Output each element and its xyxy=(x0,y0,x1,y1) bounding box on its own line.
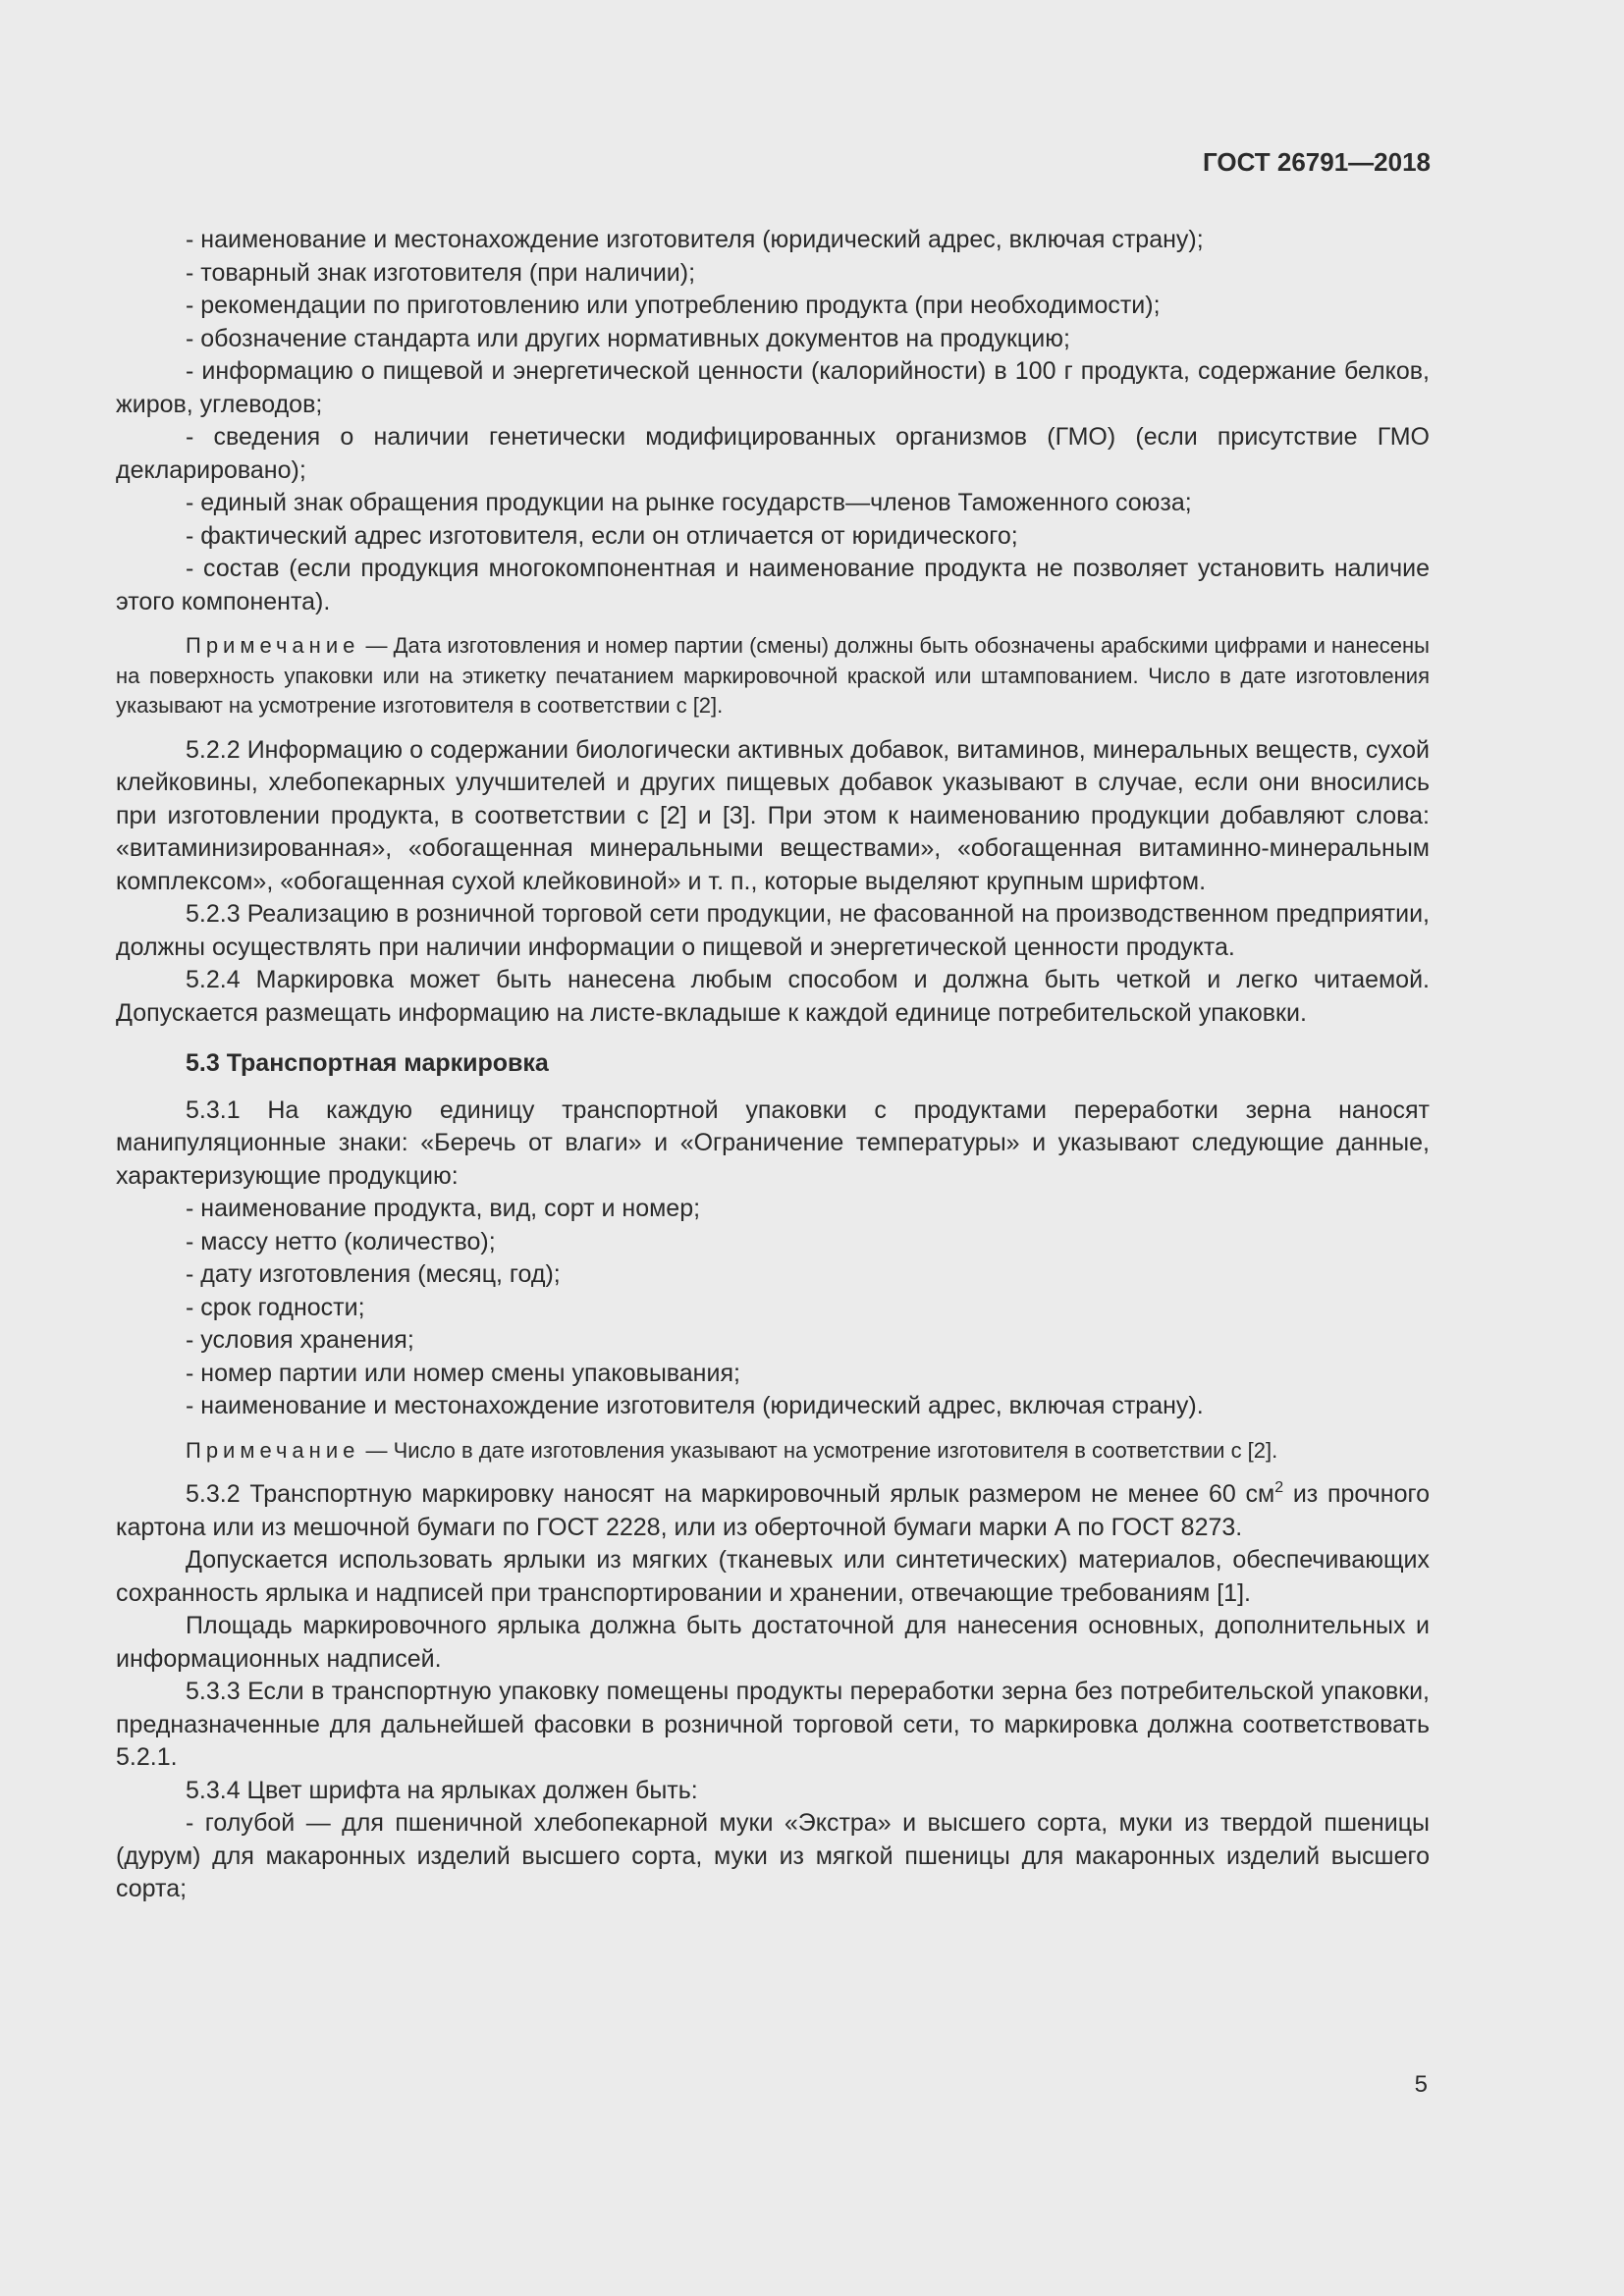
list-item: - обозначение стандарта или других нормативных документов на продукцию; xyxy=(186,324,1070,352)
page-number: 5 xyxy=(1414,2071,1428,2098)
list-item: - срок годности; xyxy=(186,1293,365,1321)
list-item: - товарный знак изготовителя (при наличии); xyxy=(186,258,696,287)
document-number: ГОСТ 26791—2018 xyxy=(1203,147,1431,177)
page-body xyxy=(116,224,1430,1906)
list-item: - информацию о пищевой и энергетической ценности (калорийности) в 100 г продукта, содержание белков, жиров, углеводов; xyxy=(116,357,1430,418)
list-item: - фактический адрес изготовителя, если он отличается от юридического; xyxy=(186,521,1018,550)
note-label: Примечание xyxy=(186,633,360,658)
note xyxy=(116,631,1430,721)
list-item: - дату изготовления (месяц, год); xyxy=(186,1260,561,1288)
note xyxy=(116,1436,1430,1467)
paragraph-5-3-4: 5.3.4 Цвет шрифта на ярлыках должен быть: xyxy=(186,1776,698,1804)
note-text: — Дата изготовления и номер партии (смены) должны быть обозначены арабскими цифрами и нанесены на поверхность упаковки или на этикетку печатанием маркировочной краской или штампованием. Число в дате изготовления указывают на усмотрение изготовителя в соответствии с [2]. xyxy=(116,633,1430,718)
list-item: - состав (если продукция многокомпонентная и наименование продукта не позволяет установить наличие этого компонента). xyxy=(116,555,1430,615)
list-item: - условия хранения; xyxy=(186,1326,414,1354)
paragraph-text: из прочного картона или из мешочной бумаги по ГОСТ 2228, или из оберточной бумаги марки А по ГОСТ 8273. xyxy=(116,1480,1430,1541)
superscript: 2 xyxy=(1274,1479,1284,1496)
note-text: — Число в дате изготовления указывают на усмотрение изготовителя в соответствии с [2]. xyxy=(365,1437,1278,1463)
paragraph-5-2-4: 5.2.4 Маркировка может быть нанесена любым способом и должна быть четкой и легко читаемой. Допускается размещать информацию на листе-вкладыше к каждой единице потребительской упаковки. xyxy=(116,966,1430,1027)
list-item: - наименование и местонахождение изготовителя (юридический адрес, включая страну). xyxy=(186,1392,1204,1419)
list-item: - наименование и местонахождение изготовителя (юридический адрес, включая страну); xyxy=(186,226,1204,253)
paragraph: Допускается использовать ярлыки из мягких (тканевых или синтетических) материалов, обеспечивающих сохранность ярлыка и надписей при транспортировании и хранении, отвечающие требованиям [1]. xyxy=(116,1546,1430,1607)
paragraph-5-3-2 xyxy=(116,1478,1430,1544)
paragraph-5-2-2: 5.2.2 Информацию о содержании биологически активных добавок, витаминов, минеральных веществ, сухой клейковины, хлебопекарных улучшителей и других пищевых добавок указывают в случае, если они вносились при изготовлении продукта, в соответствии с [2] и [3]. При этом к наименованию продукции добавляют слова: «витаминизированная», «обогащенная минеральными веществами», «обогащенная витаминно-минеральным комплексом», «обогащенная сухой клейковиной» и т. п., которые выделяют крупным шрифтом. xyxy=(116,735,1430,895)
paragraph-5-3-3: 5.3.3 Если в транспортную упаковку помещены продукты переработки зерна без потребительской упаковки, предназначенные для дальнейшей фасовки в розничной торговой сети, то маркировка должна соответствовать 5.2.1. xyxy=(116,1678,1430,1771)
paragraph-5-2-3: 5.2.3 Реализацию в розничной торговой сети продукции, не фасованной на производственном предприятии, должны осуществлять при наличии информации о пищевой и энергетической ценности продукта. xyxy=(116,900,1430,961)
paragraph-text: 5.3.2 Транспортную маркировку наносят на маркировочный ярлык размером не менее 60 см xyxy=(186,1480,1275,1508)
list-item: - массу нетто (количество); xyxy=(186,1227,496,1255)
list-item: - сведения о наличии генетически модифицированных организмов (ГМО) (если присутствие ГМО декларировано); xyxy=(116,423,1430,484)
list-item: - номер партии или номер смены упаковывания; xyxy=(186,1359,740,1387)
list-item: - единый знак обращения продукции на рынке государств—членов Таможенного союза; xyxy=(186,489,1192,516)
note-label: Примечание xyxy=(186,1437,360,1463)
list-item: - рекомендации по приготовлению или употреблению продукта (при необходимости); xyxy=(186,292,1161,319)
section-heading: 5.3 Транспортная маркировка xyxy=(186,1049,549,1077)
paragraph-5-3-1: 5.3.1 На каждую единицу транспортной упаковки с продуктами переработки зерна наносят манипуляционные знаки: «Беречь от влаги» и «Ограничение температуры» и указывают следующие данные, характеризующие продукцию: xyxy=(116,1095,1430,1190)
paragraph: Площадь маркировочного ярлыка должна быть достаточной для нанесения основных, дополнительных и информационных надписей. xyxy=(116,1612,1430,1673)
list-item: - наименование продукта, вид, сорт и номер; xyxy=(186,1195,701,1222)
list-item: - голубой — для пшеничной хлебопекарной муки «Экстра» и высшего сорта, муки из твердой пшеницы (дурум) для макаронных изделий высшего сорта, муки из мягкой пшеницы для макаронных изделий высшего сорта; xyxy=(116,1809,1430,1902)
